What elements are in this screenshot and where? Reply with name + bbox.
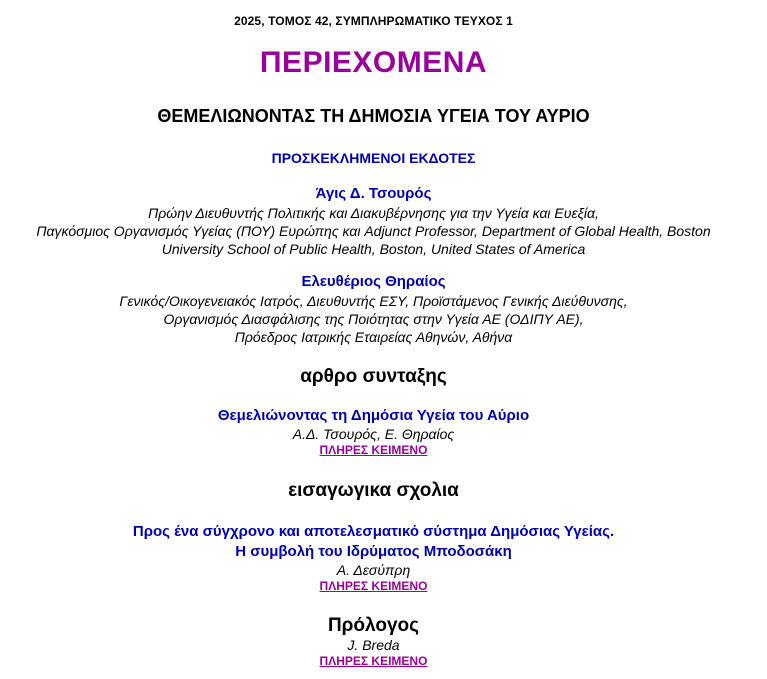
full-text-link[interactable]: ΠΛΗΡΕΣ ΚΕΙΜΕΝΟ (319, 654, 428, 668)
issue-line: 2025, ΤΟΜΟΣ 42, ΣΥΜΠΛΗΡΩΜΑΤΙΚΟ ΤΕΥΧΟΣ 1 (234, 14, 513, 28)
article-title-line: Προς ένα σύγχρονο και αποτελεσματικό σύστημα Δημόσιας Υγείας. (132, 523, 615, 540)
article-entry (0, 637, 747, 669)
guest-editor (0, 272, 747, 346)
article-authors: J. Breda (347, 637, 400, 653)
article-title-line: Η συμβολή του Ιδρύματος Μποδοσάκη (235, 543, 512, 560)
guest-editor (0, 184, 747, 258)
contents-title: ΠΕΡΙΕΧΟΜΕΝΑ (259, 46, 488, 79)
section-heading-editorial: αρθρο συνταξης (300, 366, 447, 387)
editor-affiliation-line: Πρόεδρος Ιατρικής Εταιρείας Αθηνών, Αθήνα (234, 329, 513, 345)
article-authors: Α.Δ. Τσουρός, Ε. Θηραίος (292, 426, 455, 442)
article-entry (0, 406, 747, 458)
section-heading-preface: Πρόλογος (327, 615, 420, 636)
editor-name: Ελευθέριος Θηραίος (301, 273, 446, 290)
editor-affiliation-line: University School of Public Health, Boston, United States of America (161, 241, 586, 257)
full-text-link[interactable]: ΠΛΗΡΕΣ ΚΕΙΜΕΝΟ (319, 579, 428, 593)
article-title: Θεμελιώνοντας τη Δημόσια Υγεία του Αύριο (217, 407, 530, 424)
theme-title: ΘΕΜΕΛΙΩΝΟΝΤΑΣ ΤΗ ΔΗΜΟΣΙΑ ΥΓΕΙΑ ΤΟΥ ΑΥΡΙΟ (157, 106, 590, 126)
editor-affiliation-line: Οργανισμός Διασφάλισης της Ποιότητας στην Υγεία ΑΕ (ΟΔΙΠΥ ΑΕ), (163, 311, 584, 327)
full-text-link[interactable]: ΠΛΗΡΕΣ ΚΕΙΜΕΝΟ (319, 443, 428, 457)
article-authors: Α. Δεσύπρη (336, 562, 411, 578)
editor-name: Άγις Δ. Τσουρός (315, 185, 432, 202)
editor-affiliation-line: Γενικός/Οικογενειακός Ιατρός, Διευθυντής ΕΣΥ, Προϊστάμενος Γενικής Διεύθυνσης, (119, 293, 628, 309)
article-entry (0, 522, 747, 594)
editor-affiliation-line: Παγκόσμιος Οργανισμός Υγείας (ΠΟΥ) Ευρώπης και Adjunct Professor, Department of Global Health, Boston (36, 223, 711, 239)
editor-affiliation-line: Πρώην Διευθυντής Πολιτικής και Διακυβέρνησης για την Υγεία και Ευεξία, (148, 205, 599, 221)
section-heading-introductory-comments: εισαγωγικα σχολια (288, 480, 459, 501)
guest-editors-heading: ΠΡΟΣΚΕΚΛΗΜΕΝΟΙ ΕΚΔΟΤΕΣ (271, 150, 476, 166)
